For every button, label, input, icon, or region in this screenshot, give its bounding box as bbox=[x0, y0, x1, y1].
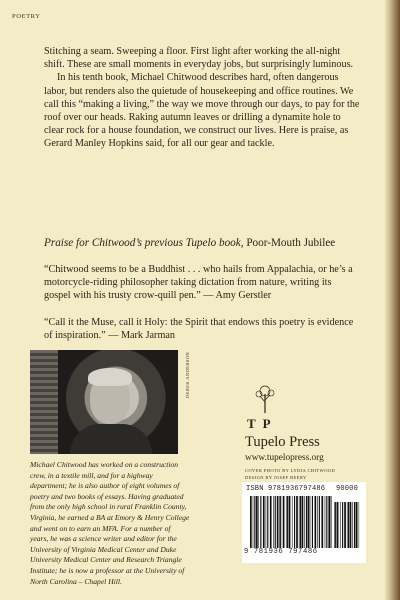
barcode-bar bbox=[347, 502, 348, 548]
barcode-bar bbox=[348, 502, 349, 548]
barcode-bar bbox=[334, 502, 335, 548]
design-credits bbox=[245, 468, 335, 481]
barcode-bar bbox=[308, 496, 310, 548]
publisher-name: Tupelo Press bbox=[245, 434, 320, 450]
design-credit: DESIGN BY JOSEF BEERY bbox=[245, 474, 307, 480]
barcode-bar bbox=[319, 496, 320, 548]
barcode-bar bbox=[331, 496, 332, 548]
description-paragraph: Stitching a seam. Sweeping a floor. First light after working the all-night shift. These are small moments in everyday jobs, but surprisingly luminous. bbox=[44, 46, 354, 71]
barcode-bar bbox=[325, 496, 326, 548]
barcode-bar bbox=[283, 496, 285, 548]
barcode-bar bbox=[358, 502, 359, 548]
barcode-bar bbox=[275, 496, 276, 548]
price-code: 90000 bbox=[335, 485, 358, 493]
barcode-bar bbox=[287, 496, 288, 548]
barcode-bar bbox=[350, 502, 352, 548]
barcode-bar bbox=[260, 496, 261, 548]
praise-heading-title: Poor-Mouth Jubilee bbox=[243, 237, 336, 249]
blurb-quote: “Call it the Muse, call it Holy: the Spirit that endows this poetry is evidence of inspiration.” — Mark Jarman bbox=[44, 317, 354, 342]
barcode-bar bbox=[294, 496, 295, 548]
barcode-bar bbox=[292, 496, 293, 548]
category-label: POETRY bbox=[12, 13, 41, 20]
barcode-bar bbox=[302, 496, 304, 548]
cover-photo-credit: COVER PHOTO BY LYDIA CHITWOOD bbox=[245, 468, 336, 473]
barcode-addon-bars bbox=[334, 502, 360, 548]
barcode-bar bbox=[299, 496, 300, 548]
tree-logo-icon bbox=[250, 384, 280, 414]
isbn-line bbox=[246, 485, 358, 493]
barcode-bar bbox=[306, 496, 307, 548]
barcode-bar bbox=[254, 496, 255, 548]
isbn-text: ISBN 9781936797486 bbox=[246, 485, 326, 493]
barcode-bars bbox=[250, 496, 332, 548]
barcode-bar bbox=[335, 502, 336, 548]
barcode-bar bbox=[354, 502, 355, 548]
praise-heading bbox=[44, 236, 374, 250]
author-bio: Michael Chitwood has worked on a construction crew, in a textile mill, and for a highway department; he is also author of eight volumes of poetry and two books of essays. Having graduated from the only high school in rural Franklin County, Virginia, he earned a BA at Emory & Henry College and went on to earn an MFA. For a number of years, he was a science writer and editor for the University of Virginia Medical Center and Duke University Medical Center and Research Triangle Institute; he is now a professor at the University of North Carolina – Chapel Hill. bbox=[30, 460, 190, 586]
book-description bbox=[44, 45, 362, 151]
barcode-bar bbox=[267, 496, 268, 548]
barcode-bar bbox=[304, 496, 305, 548]
barcode-panel bbox=[242, 482, 366, 563]
barcode-bar bbox=[279, 496, 280, 548]
barcode-bar bbox=[356, 502, 358, 548]
barcode-bar bbox=[326, 496, 327, 548]
barcode-bar bbox=[321, 496, 323, 548]
barcode-bar bbox=[273, 496, 274, 548]
barcode-bar bbox=[310, 496, 311, 548]
barcode-bar bbox=[258, 496, 259, 548]
barcode-bar bbox=[253, 496, 254, 548]
barcode-bar bbox=[337, 502, 339, 548]
blurb-quote: “Chitwood seems to be a Buddhist . . . who hails from Appalachia, or he’s a motorcycle-riding philosopher taking dictation from nature, writing its gospel with his trusty crow-quill pen.” — Amy Gerstler bbox=[44, 264, 353, 302]
barcode-bar bbox=[270, 496, 272, 548]
barcode-bar bbox=[344, 502, 346, 548]
barcode-bar bbox=[352, 502, 353, 548]
barcode-bar bbox=[263, 496, 265, 548]
barcode-bar bbox=[289, 496, 291, 548]
photo-shirt bbox=[70, 424, 152, 454]
barcode-bar bbox=[315, 496, 317, 548]
barcode-bar bbox=[256, 496, 258, 548]
author-photo bbox=[30, 350, 178, 454]
barcode-bar bbox=[328, 496, 330, 548]
barcode-bar bbox=[300, 496, 301, 548]
photo-hair bbox=[88, 368, 132, 386]
photo-credit: DEREK ANDERSON bbox=[185, 352, 190, 398]
barcode-bar bbox=[250, 496, 252, 548]
barcode-bar bbox=[266, 496, 267, 548]
barcode-digits: 9 781936 797486 bbox=[244, 548, 318, 556]
description-paragraph: In his tenth book, Michael Chitwood describes hard, often dangerous labor, but renders also the quietude of housekeeping and office routines. We call this “making a living,” the way we move through our days, to pay for the roof over our heads. Raking autumn leaves or drilling a dynamite hole to clear rock for a house foundation, we construct our lives. Here is praise, as Gerard Manley Hopkins said, for all our gear and tackle. bbox=[44, 72, 360, 150]
logo-letters: T P bbox=[247, 416, 273, 431]
barcode-bar bbox=[296, 496, 298, 548]
barcode-bar bbox=[342, 502, 343, 548]
barcode-bar bbox=[280, 496, 281, 548]
barcode-bar bbox=[277, 496, 279, 548]
praise-heading-intro: Praise for Chitwood’s previous Tupelo book, bbox=[44, 237, 244, 249]
barcode-bar bbox=[312, 496, 313, 548]
barcode-bar bbox=[286, 496, 287, 548]
spine-edge bbox=[384, 0, 400, 600]
barcode-bar bbox=[317, 496, 318, 548]
barcode-bar bbox=[340, 502, 341, 548]
publisher-website: www.tupelopress.org bbox=[245, 453, 324, 463]
photo-background-wall bbox=[30, 350, 58, 454]
